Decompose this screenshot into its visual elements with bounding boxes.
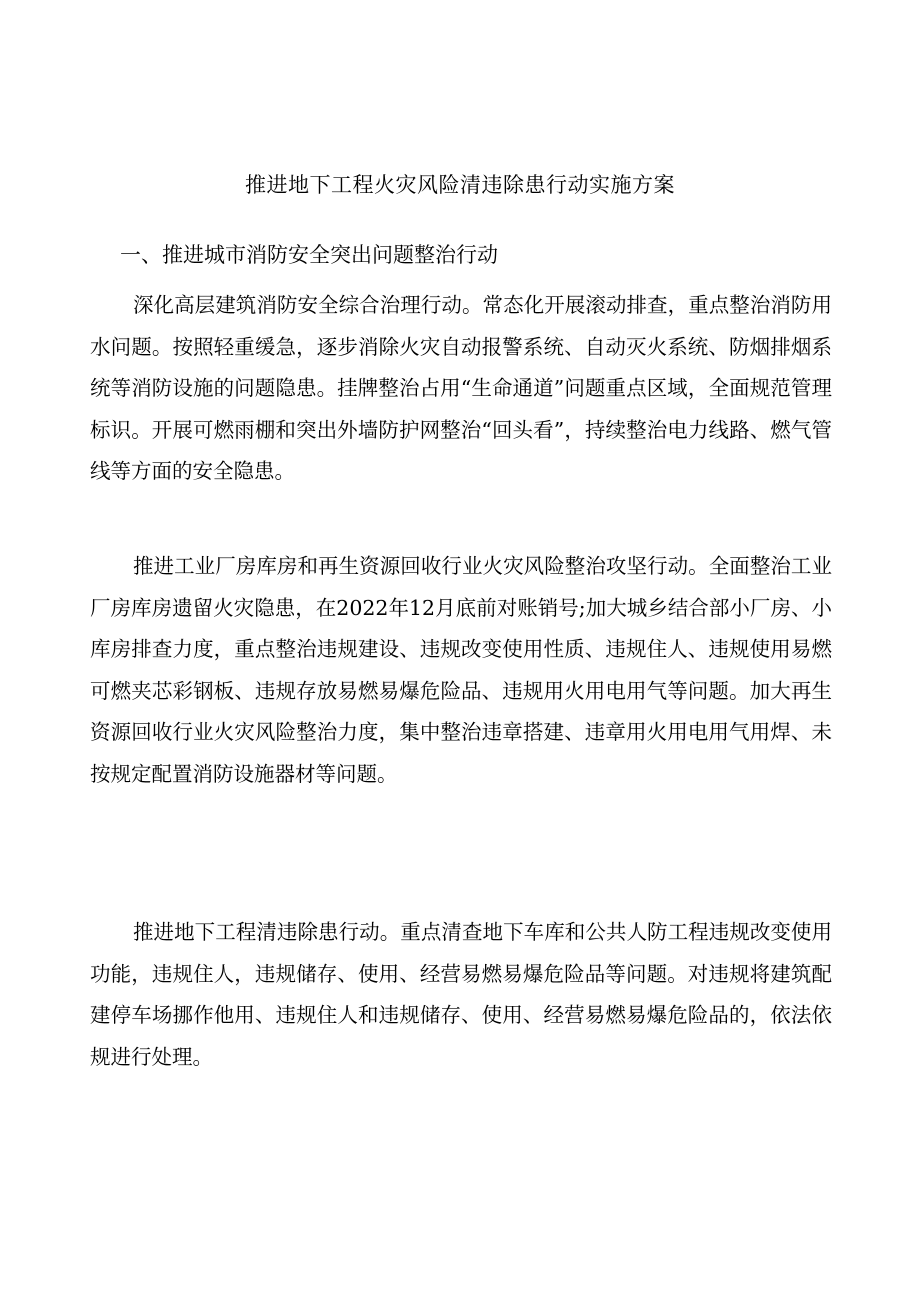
section-heading: 一、推进城市消防安全突出问题整治行动 <box>120 243 498 267</box>
body-paragraph-3: 推进地下工程清违除患行动。重点清查地下车库和公共人防工程违规改变使用功能，违规住人，违规储存、使用、经营易燃易爆危险品等问题。对违规将建筑配建停车场挪作他用、违规住人和违规储存、使用、经营易燃易爆危险品的，依法依规进行处理。 <box>90 920 832 1069</box>
body-paragraph-1: 深化高层建筑消防安全综合治理行动。常态化开展滚动排查，重点整治消防用水问题。按照轻重缓急，逐步消除火灾自动报警系统、自动灭火系统、防烟排烟系统等消防设施的问题隐患。挂牌整治占用“生命通道”问题重点区域，全面规范管理标识。开展可燃雨棚和突出外墙防护网整治“回头看”，持续整治电力线路、燃气管线等方面的安全隐患。 <box>90 293 832 483</box>
body-paragraph-2: 推进工业厂房库房和再生资源回收行业火灾风险整治攻坚行动。全面整治工业厂房库房遗留火灾隐患，在2022年12月底前对账销号;加大城乡结合部小厂房、小库房排查力度，重点整治违规建设、违规改变使用性质、违规住人、违规使用易燃可燃夹芯彩钢板、违规存放易燃易爆危险品、违规用火用电用气等问题。加大再生资源回收行业火灾风险整治力度，集中整治违章搭建、违章用火用电用气用焊、未按规定配置消防设施器材等问题。 <box>90 554 832 786</box>
document-title: 推进地下工程火灾风险清违除患行动实施方案 <box>245 173 675 197</box>
